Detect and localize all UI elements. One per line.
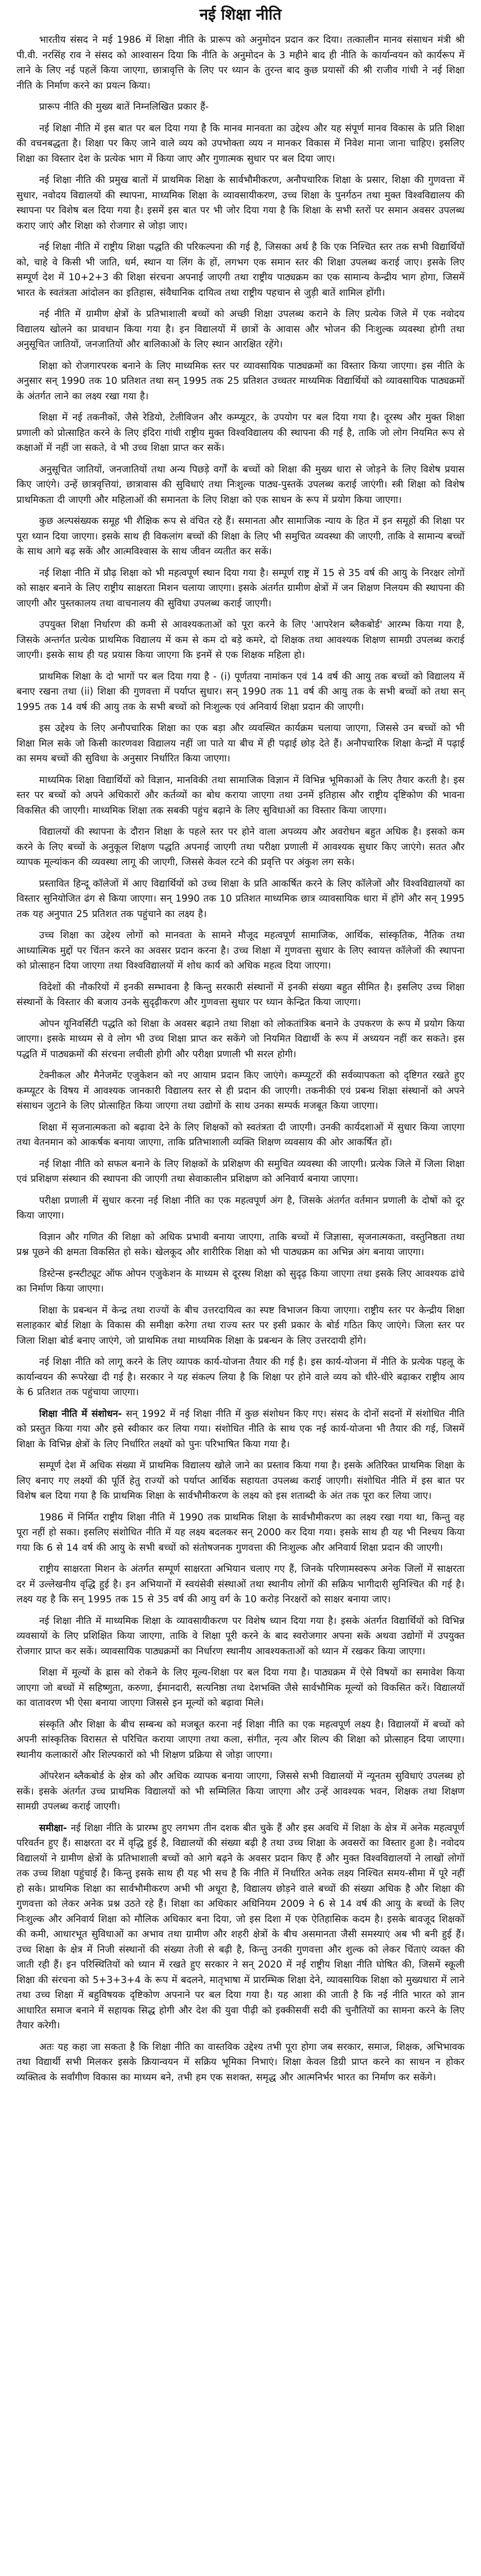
paragraph	[16, 1016, 465, 1062]
paragraph	[16, 617, 465, 663]
paragraph-text: टेक्नीकल और मैनेजमेंट एजुकेशन को नए आयाम प्रदान किए जाएंगे। कम्प्यूटरों की सर्वव्यापकता को दृष्टिगत रखते हुए कम्प्यूटर के विषय में आवश्यक जानकारी विद्यालय स्तर से ही प्रदान की जाएगी। तकनीकी एवं प्रबन्ध शिक्षा संस्थानों को अपने संसाधन जुटाने के लिए प्रोत्साहित किया जाएगा तथा उद्योगों के साथ उनका सम्पर्क मजबूत किया जाएगा।	[16, 1070, 465, 1111]
paragraph-text: विज्ञान और गणित की शिक्षा को अधिक प्रभावी बनाया जाएगा, ताकि बच्चों में जिज्ञासा, सृजनात्मकता, वस्तुनिष्ठता तथा प्रश्न पूछने की क्षमता विकसित हो सके। खेलकूद और शारीरिक शिक्षा को भी पाठ्यक्रम का अभिन्न अंग बनाया जाएगा।	[16, 1231, 465, 1258]
paragraph-text: ऑपरेशन ब्लैकबोर्ड के क्षेत्र को और अधिक व्यापक बनाया जाएगा, जिससे सभी विद्यालयों में न्यूनतम सुविधाएं उपलब्ध हो सकें। इसके अंतर्गत उच्च प्राथमिक विद्यालयों को भी सम्मिलित किया जाएगा और उन्हें आवश्यक भवन, शिक्षक तथा शिक्षण सामग्री उपलब्ध कराई जाएगी।	[16, 1771, 465, 1812]
paragraph	[16, 462, 465, 508]
paragraph-text: शिक्षा में नई तकनीकों, जैसे रेडियो, टेलीविजन और कम्प्यूटर, के उपयोग पर बल दिया गया है। दूरस्थ और मुक्त शिक्षा प्रणाली को प्रोत्साहित करने के लिए इंदिरा गांधी राष्ट्रीय मुक्त विश्वविद्यालय की स्थापना की गई है, ताकि जो लोग नियमित रूप से कक्षाओं में नहीं जा सकते, वे भी उच्च शिक्षा प्राप्त कर सकें।	[16, 412, 465, 453]
paragraph-text: शिक्षा में सृजनात्मकता को बढ़ावा देने के लिए शिक्षकों को स्वतंत्रता दी जाएगी। उनकी कार्यदशाओं में सुधार किया जाएगा तथा वेतनमान को आकर्षक बनाया जाएगा, ताकि प्रतिभाशाली व्यक्ति शिक्षण व्यवसाय की ओर आकर्षित हों।	[16, 1122, 465, 1148]
paragraph	[16, 307, 465, 352]
paragraph-text: विद्यालयों की स्थापना के दौरान शिक्षा के पहले स्तर पर होने वाला अपव्यय और अवरोधन बहुत अधिक है। इसको कम करने के लिए बच्चों के अनुकूल शिक्षण पद्धति अपनाई जाएगी तथा परीक्षा प्रणाली में आवश्यक सुधार किए जाएंगे। सतत और व्यापक मूल्यांकन की व्यवस्था लागू की जाएगी, जिससे केवल रटने की प्रवृत्ति पर अंकुश लग सके।	[16, 826, 465, 868]
paragraph-text: उपयुक्त शिक्षा निर्धारण की कमी से आवश्यकताओं को पूरा करने के लिए 'आपरेशन ब्लैकबोर्ड' आरम्भ किया गया है, जिसके अन्तर्गत प्रत्येक प्राथमिक विद्यालय में कम से कम दो बड़े कमरे, दो शिक्षक तथा आवश्यक शिक्षण सामग्री उपलब्ध कराई जाएगी। इसके साथ ही यह प्रयास किया जाएगा कि इनमें से एक शिक्षक महिला हो।	[16, 619, 465, 660]
paragraph	[16, 1068, 465, 1114]
paragraph-text: नई शिक्षा नीति को लागू करने के लिए व्यापक कार्य-योजना तैयार की गई है। इस कार्य-योजना में नीति के प्रत्येक पहलू के कार्यान्वयन की रूपरेखा दी गई है। सरकार ने यह संकल्प लिया है कि शिक्षा पर होने वाले व्यय को धीरे-धीरे बढ़ाकर राष्ट्रीय आय के 6 प्रतिशत तक पहुंचाया जाएगा।	[16, 1357, 465, 1398]
paragraph	[16, 1562, 465, 1607]
paragraph-text: नई शिक्षा नीति में माध्यमिक शिक्षा के व्यावसायीकरण पर विशेष ध्यान दिया गया है। इसके अंतर्गत विद्यार्थियों को विभिन्न व्यवसायों के लिए प्रशिक्षित किया जाएगा, ताकि वे शिक्षा पूरी करने के बाद स्वरोजगार अपना सकें अथवा उद्योगों में उपयुक्त रोजगार प्राप्त कर सकें। व्यावसायिक पाठ्यक्रमों का निर्धारण स्थानीय आवश्यकताओं को ध्यान में रखकर किया जाएगा।	[16, 1615, 465, 1657]
paragraph-text: शिक्षा के प्रबन्धन में केन्द्र तथा राज्यों के बीच उत्तरदायित्व का स्पष्ट विभाजन किया जाएगा। राष्ट्रीय स्तर पर केन्द्रीय शिक्षा सलाहकार बोर्ड शिक्षा के विकास की समीक्षा करेगा तथा राज्य स्तर पर इसी प्रकार के बोर्ड गठित किए जाएंगे। जिला स्तर पर जिला शिक्षा बोर्ड बनाए जाएंगे, जो प्राथमिक तथा माध्यमिक शिक्षा के प्रबन्धन के लिए उत्तरदायी होंगे।	[16, 1304, 465, 1346]
paragraph	[16, 1120, 465, 1150]
paragraph	[16, 1821, 465, 2033]
paragraph-text: नई शिक्षा नीति में प्रौढ़ शिक्षा को भी महत्वपूर्ण स्थान दिया गया है। सम्पूर्ण राष्ट्र में 15 से 35 वर्ष की आयु के निरक्षर लोगों को साक्षर बनाने के लिए राष्ट्रीय साक्षरता मिशन चलाया जाएगा। इसके अंतर्गत ग्रामीण क्षेत्रों में जन शिक्षण निलयम की स्थापना की जाएगी और पुस्तकालय तथा वाचनालय की सुविधा उपलब्ध कराई जाएगी।	[16, 567, 465, 609]
paragraph	[16, 1157, 465, 1187]
paragraph-text: अनुसूचित जातियों, जनजातियों तथा अन्य पिछड़े वर्गों के बच्चों को शिक्षा की मुख्य धारा से जोड़ने के लिए विशेष प्रयास किए जाएंगे। उन्हें छात्रवृत्तियां, छात्रावास की सुविधाएं तथा निःशुल्क पाठ्य-पुस्तकें उपलब्ध कराई जाएंगी। स्त्री शिक्षा को विशेष प्राथमिकता दी जाएगी और महिलाओं की समानता के लिए शिक्षा को एक साधन के रूप में प्रयोग किया जाएगा।	[16, 464, 465, 505]
paragraph	[16, 514, 465, 560]
paragraph	[16, 1266, 465, 1297]
paragraph-text: शिक्षा को रोजगारपरक बनाने के लिए माध्यमिक स्तर पर व्यावसायिक पाठ्यक्रमों का विस्तार किया जाएगा। इस नीति के अनुसार सन् 1990 तक 10 प्रतिशत तथा सन् 1995 तक 25 प्रतिशत उच्चतर माध्यमिक विद्यार्थियों को व्यावसायिक पाठ्यक्रमों के अंतर्गत लाने का लक्ष्य रखा गया है।	[16, 360, 465, 402]
paragraph-text: 1986 में निर्मित राष्ट्रीय शिक्षा नीति में 1990 तक प्राथमिक शिक्षा के सार्वभौमीकरण का लक्ष्य रखा गया था, किन्तु वह पूरा नहीं हो सका। इसलिए संशोधित नीति में यह लक्ष्य बदलकर सन् 2000 कर दिया गया। इसके साथ ही यह भी निश्चय किया गया कि 6 से 14 वर्ष की आयु के सभी बच्चों को संतोषजनक गुणवत्ता की निःशुल्क और अनिवार्य शिक्षा प्रदान की जाएगी।	[16, 1512, 465, 1553]
paragraph	[16, 721, 465, 767]
paragraph-text: भारतीय संसद ने मई 1986 में शिक्षा नीति के प्रारूप को अनुमोदन प्रदान कर दिया। तत्कालीन मानव संसाधन मंत्री श्री पी.वी. नरसिंह राव ने संसद को आश्वासन दिया कि नीति के अनुमोदन के 3 महीने बाद ही नीति के कार्यान्वयन को कार्यरूप में लाने के लिए नई पहलें किया जाएगा, छात्रावृत्ति के लिए पर ध्यान के तुरन्त बाद कुछ प्रयासों की श्री राजीव गांधी ने नई शिक्षा नीति के निर्माण करने का प्रयत्न किया।	[16, 35, 465, 91]
paragraph-text: प्राथमिक शिक्षा के दो भागों पर बल दिया गया है - (i) पूर्णतया नामांकन एवं 14 वर्ष की आयु तक बच्चों को विद्यालय में बनाए रखना तथा (ii) शिक्षा की गुणवत्ता में पर्याप्त सुधार। सन् 1990 तक 11 वर्ष की आयु तक के सभी बच्चों को तथा सन् 1995 तक 14 वर्ष की आयु तक के सभी बच्चों को निःशुल्क एवं अनिवार्य शिक्षा प्रदान की जाएगी।	[16, 671, 465, 713]
paragraph	[16, 566, 465, 612]
paragraph	[16, 1510, 465, 1556]
paragraph-text: संस्कृति और शिक्षा के बीच सम्बन्ध को मजबूत करना नई शिक्षा नीति का एक महत्वपूर्ण लक्ष्य है। विद्यालयों में बच्चों को अपनी सांस्कृतिक विरासत से परिचित कराया जाएगा तथा कला, संगीत, नृत्य और शिल्प की शिक्षा को प्रोत्साहन दिया जाएगा। स्थानीय कलाकारों और शिल्पकारों को भी शिक्षण प्रक्रिया से जोड़ा जाएगा।	[16, 1719, 465, 1760]
paragraph	[16, 121, 465, 167]
paragraph-text: कुछ अल्पसंख्यक समूह भी शैक्षिक रूप से वंचित रहे हैं। समानता और सामाजिक न्याय के हित में इन समूहों की शिक्षा पर पूरा ध्यान दिया जाएगा। इसके साथ ही विकलांग बच्चों की शिक्षा के लिए भी समुचित व्यवस्था की जाएगी, ताकि वे सामान्य बच्चों के साथ आगे बढ़ सकें और आत्मविश्वास के साथ जीवन व्यतीत कर सकें।	[16, 516, 465, 557]
paragraph-text: विदेशों की नौकरियों में इनकी सम्भावना है किन्तु सरकारी संस्थानों में इनकी संख्या बहुत सीमित है। इसलिए उच्च शिक्षा संस्थानों के विस्तार की बजाय उनके सुदृढ़ीकरण और गुणवत्ता सुधार पर ध्यान केन्द्रित किया जाएगा।	[16, 981, 465, 1008]
article	[0, 3, 481, 2085]
paragraph-text: नई शिक्षा नीति को सफल बनाने के लिए शिक्षकों के प्रशिक्षण की समुचित व्यवस्था की जाएगी। प्रत्येक जिले में जिला शिक्षा एवं प्रशिक्षण संस्थान की स्थापना की जाएगी तथा सेवाकालीन प्रशिक्षण को अनिवार्य बनाया जाएगा।	[16, 1158, 465, 1184]
paragraph	[16, 1354, 465, 1400]
paragraph	[16, 1717, 465, 1763]
paragraph	[16, 1193, 465, 1224]
paragraph	[16, 1230, 465, 1260]
paragraph	[16, 773, 465, 819]
paragraph-text: सन् 1992 में नई शिक्षा नीति में कुछ संशोधन किए गए। संसद के दोनों सदनों में संशोधित नीति को प्रस्तुत किया गया और इसे स्वीकार कर लिया गया। संशोधित नीति के साथ एक नई कार्य-योजना भी तैयार की गई, जिसमें शिक्षा के विभिन्न क्षेत्रों के लिए निर्धारित लक्ष्यों को पुनः परिभाषित किया गया है।	[16, 1408, 465, 1450]
paragraph	[16, 1458, 465, 1504]
paragraph-text: शिक्षा में मूल्यों के ह्रास को रोकने के लिए मूल्य-शिक्षा पर बल दिया गया है। पाठ्यक्रम में ऐसे विषयों का समावेश किया जाएगा जो बच्चों में सहिष्णुता, करुणा, ईमानदारी, सत्यनिष्ठा तथा देशभक्ति जैसे सार्वभौमिक मूल्यों को विकसित करें। विद्यालयों का वातावरण भी ऐसा बनाया जाएगा जिससे इन मूल्यों को बढ़ावा मिले।	[16, 1667, 465, 1708]
paragraph-text: प्रारूप नीति की मुख्य बातें निम्नलिखित प्रकार हैं-	[39, 101, 209, 112]
paragraph	[16, 980, 465, 1010]
paragraph	[16, 1769, 465, 1815]
paragraph	[16, 359, 465, 404]
paragraph	[16, 876, 465, 922]
paragraph	[16, 240, 465, 300]
page-title: नई शिक्षा नीति	[199, 6, 282, 24]
paragraph-text: नई शिक्षा नीति के प्रारम्भ हुए लगभग तीन दशक बीत चुके हैं और इस अवधि में शिक्षा के क्षेत्र में अनेक महत्वपूर्ण परिवर्तन हुए हैं। साक्षरता दर में वृद्धि हुई है, विद्यालयों की संख्या बढ़ी है तथा उच्च शिक्षा के अवसरों का विस्तार हुआ है। नवोदय विद्यालयों ने ग्रामीण क्षेत्रों के प्रतिभाशाली बच्चों को आगे बढ़ने के अवसर प्रदान किए हैं और मुक्त विश्वविद्यालयों ने लाखों लोगों तक उच्च शिक्षा पहुंचाई है। किन्तु इसके साथ ही यह भी सच है कि नीति में निर्धारित अनेक लक्ष्य निश्चित समय-सीमा में पूरे नहीं हो सके। प्राथमिक शिक्षा का सार्वभौमीकरण अभी भी अधूरा है, विद्यालय छोड़ने वाले बच्चों की संख्या अधिक है और शिक्षा की गुणवत्ता को लेकर अनेक प्रश्न उठते रहे हैं। शिक्षा का अधिकार अधिनियम 2009 ने 6 से 14 वर्ष की आयु के बच्चों के लिए निःशुल्क और अनिवार्य शिक्षा को मौलिक अधिकार बना दिया, जो इस दिशा में एक ऐतिहासिक कदम है। इसके बावजूद शिक्षकों की कमी, आधारभूत सुविधाओं का अभाव तथा ग्रामीण और शहरी क्षेत्रों के बीच असमानता जैसी समस्याएं अब भी बनी हुई हैं। उच्च शिक्षा के क्षेत्र में निजी संस्थानों की संख्या तेजी से बढ़ी है, किन्तु उनकी गुणवत्ता और शुल्क को लेकर चिंताएं व्यक्त की जाती रही हैं। इन परिस्थितियों को ध्यान में रखते हुए सरकार ने सन् 2020 में नई राष्ट्रीय शिक्षा नीति घोषित की, जिसमें स्कूली शिक्षा की संरचना को 5+3+3+4 के रूप में बदलने, मातृभाषा में प्रारम्भिक शिक्षा देने, व्यावसायिक शिक्षा को मुख्यधारा में लाने तथा उच्च शिक्षा में बहुविषयक दृष्टिकोण अपनाने पर बल दिया गया है। यह आशा की जाती है कि नई नीति भारत को ज्ञान आधारित समाज बनाने में सहायक सिद्ध होगी और देश की युवा पीढ़ी को इक्कीसवीं सदी की चुनौतियों का सामना करने के लिए तैयार करेगी।	[16, 1822, 465, 2031]
paragraph-text: ओपन यूनिवर्सिटी पद्धति को शिक्षा के अवसर बढ़ाने तथा शिक्षा को लोकतांत्रिक बनाने के उपकरण के रूप में प्रयोग किया जाएगा। इसके माध्यम से वे लोग भी उच्च शिक्षा प्राप्त कर सकेंगे जो नियमित विद्यार्थी के रूप में अध्ययन नहीं कर सकते। इस पद्धति में पाठ्यक्रमों की संरचना लचीली होगी और परीक्षा प्रणाली भी सरल होगी।	[16, 1018, 465, 1060]
paragraph	[16, 928, 465, 974]
paragraph	[16, 1665, 465, 1711]
paragraph-text: प्रस्तावित हिन्दू कॉलेजों में आए विद्यार्थियों को उच्च शिक्षा के प्रति आकर्षित करने के लिए कॉलेजों और विश्वविद्यालयों का विस्तार सुनियोजित ढंग से किया जाएगा। सन् 1990 तक 10 प्रतिशत माध्यमिक छात्र व्यावसायिक धारा में होंगे और सन् 1995 तक यह अनुपात 25 प्रतिशत तक पहुंचाने का लक्ष्य है।	[16, 878, 465, 920]
paragraph-text: नई शिक्षा नीति की प्रमुख बातों में प्राथमिक शिक्षा के सार्वभौमीकरण, अनौपचारिक शिक्षा के प्रसार, शिक्षा की गुणवत्ता में सुधार, नवोदय विद्यालयों की स्थापना, माध्यमिक शिक्षा के व्यावसायीकरण, उच्च शिक्षा के पुनर्गठन तथा मुक्त विश्वविद्यालय की स्थापना पर विशेष बल दिया गया है। इसमें इस बात पर भी जोर दिया गया है कि शिक्षा के सभी स्तरों पर समान अवसर उपलब्ध कराए जाएं और शिक्षा को रोजगार से जोड़ा जाए।	[16, 175, 465, 231]
paragraph	[16, 1303, 465, 1349]
paragraph	[16, 32, 465, 93]
paragraph	[16, 99, 465, 115]
paragraph	[16, 1406, 465, 1452]
paragraph-text: इस उद्देश्य के लिए अनौपचारिक शिक्षा का एक बड़ा और व्यवस्थित कार्यक्रम चलाया जाएगा, जिससे उन बच्चों को भी शिक्षा मिल सके जो किसी कारणवश विद्यालय नहीं जा पाते या बीच में ही पढ़ाई छोड़ देते हैं। अनौपचारिक शिक्षा केन्द्रों में पढ़ाई का समय बच्चों की सुविधा के अनुसार निर्धारित किया जाएगा।	[16, 723, 465, 764]
paragraph-lead: शिक्षा नीति में संशोधन-	[39, 1408, 122, 1419]
paragraph-text: राष्ट्रीय साक्षरता मिशन के अंतर्गत सम्पूर्ण साक्षरता अभियान चलाए गए हैं, जिनके परिणामस्वरूप अनेक जिलों में साक्षरता दर में उल्लेखनीय वृद्धि हुई है। इन अभियानों में स्वयंसेवी संस्थाओं तथा स्थानीय लोगों की सक्रिय भागीदारी सुनिश्चित की गई है। लक्ष्य यह है कि सन् 1995 तक 15 से 35 वर्ष की आयु वर्ग के 10 करोड़ निरक्षरों को साक्षर बनाया जाए।	[16, 1564, 465, 1605]
paragraph-text: नई शिक्षा नीति में राष्ट्रीय शिक्षा पद्धति की परिकल्पना की गई है, जिसका अर्थ है कि एक निश्चित स्तर तक सभी विद्यार्थियों को, चाहे वे किसी भी जाति, धर्म, स्थान या लिंग के हों, लगभग एक समान स्तर की शिक्षा उपलब्ध कराई जाए। इसके लिए सम्पूर्ण देश में 10+2+3 की शिक्षा संरचना अपनाई जाएगी तथा राष्ट्रीय पाठ्यक्रम का एक सामान्य केन्द्रीय भाग होगा, जिसमें भारत के स्वतंत्रता आंदोलन का इतिहास, संवैधानिक दायित्व तथा राष्ट्रीय पहचान से जुड़ी बातें शामिल होंगी।	[16, 242, 465, 298]
paragraph-text: अतः यह कहा जा सकता है कि शिक्षा नीति का वास्तविक उद्देश्य तभी पूरा होगा जब सरकार, समाज, शिक्षक, अभिभावक तथा विद्यार्थी सभी मिलकर इसके क्रियान्वयन में सक्रिय भूमिका निभाएं। शिक्षा केवल डिग्री प्राप्त करने का साधन न होकर व्यक्तित्व के सर्वांगीण विकास का माध्यम बने, तभी हम एक सशक्त, समृद्ध और आत्मनिर्भर भारत का निर्माण कर सकेंगे।	[16, 2041, 465, 2083]
paragraph-text: डिस्टेन्स इन्स्टीट्यूट ऑफ ओपन एजुकेशन के माध्यम से दूरस्थ शिक्षा को सुदृढ़ किया जाएगा तथा इसके लिए आवश्यक ढांचे का निर्माण किया जाएगा।	[16, 1268, 465, 1294]
paragraph	[16, 669, 465, 715]
paragraph-text: उच्च शिक्षा का उद्देश्य लोगों को मानवता के सामने मौजूद महत्वपूर्ण सामाजिक, आर्थिक, सांस्कृतिक, नैतिक तथा आध्यात्मिक मुद्दों पर चिंतन करने का अवसर प्रदान करना है। उच्च शिक्षा में गुणवत्ता सुधार के लिए स्वायत्त कॉलेजों की स्थापना को प्रोत्साहन दिया जाएगा तथा विश्वविद्यालयों में शोध कार्य को अधिक महत्व दिया जाएगा।	[16, 930, 465, 971]
article-body	[16, 32, 465, 2085]
paragraph-text: सम्पूर्ण देश में अधिक संख्या में प्राथमिक विद्यालय खोले जाने का प्रस्ताव किया गया है। इसके अतिरिक्त प्राथमिक शिक्षा के लिए बनाए गए लक्ष्यों की पूर्ति हेतु राज्यों को पर्याप्त आर्थिक सहायता उपलब्ध कराई जाएगी। संशोधित नीति में इस बात पर विशेष बल दिया गया है कि प्राथमिक शिक्षा के सार्वभौमीकरण के लक्ष्य को इस शताब्दी के अंत तक पूरा कर लिया जाए।	[16, 1460, 465, 1501]
paragraph-text: नई शिक्षा नीति में इस बात पर बल दिया गया है कि मानव मानवता का उद्देश्य और यह संपूर्ण मानव विकास के प्रति शिक्षा की वचनबद्धता है। शिक्षा पर किए जाने वाले व्यय को उपभोक्ता व्यय न मानकर विकास में निवेश माना जाना चाहिए। इसलिए शिक्षा का विस्तार देश के प्रत्येक भाग में किया जाए और गुणात्मक सुधार पर बल दिया जाए।	[16, 123, 465, 164]
paragraph	[16, 173, 465, 233]
paragraph-lead: समीक्षा-	[39, 1822, 67, 1834]
paragraph	[16, 2040, 465, 2086]
paragraph	[16, 410, 465, 456]
paragraph	[16, 1614, 465, 1659]
paragraph-text: नई नीति में ग्रामीण क्षेत्रों के प्रतिभाशाली बच्चों को अच्छी शिक्षा उपलब्ध कराने के लिए प्रत्येक जिले में एक नवोदय विद्यालय खोलने का प्रावधान किया गया है। इन विद्यालयों में छात्रों के आवास और भोजन की निःशुल्क व्यवस्था होगी तथा अनुसूचित जातियों, जनजातियों और बालिकाओं के लिए स्थान आरक्षित रहेंगे।	[16, 309, 465, 350]
paragraph-text: माध्यमिक शिक्षा विद्यार्थियों को विज्ञान, मानविकी तथा सामाजिक विज्ञान में विभिन्न भूमिकाओं के लिए तैयार करती है। इस स्तर पर बच्चों को अपने अधिकारों और कर्तव्यों का बोध कराया जाएगा तथा उनमें इतिहास और राष्ट्रीय दृष्टिकोण की भावना विकसित की जाएगी। माध्यमिक शिक्षा तक सबकी पहुंच बढ़ाने के लिए सुविधाओं का विस्तार किया जाएगा।	[16, 774, 465, 816]
paragraph	[16, 824, 465, 870]
paragraph-text: परीक्षा प्रणाली में सुधार करना नई शिक्षा नीति का एक महत्वपूर्ण अंग है, जिसके अंतर्गत वर्तमान प्रणाली के दोषों को दूर किया जाएगा।	[16, 1195, 465, 1221]
